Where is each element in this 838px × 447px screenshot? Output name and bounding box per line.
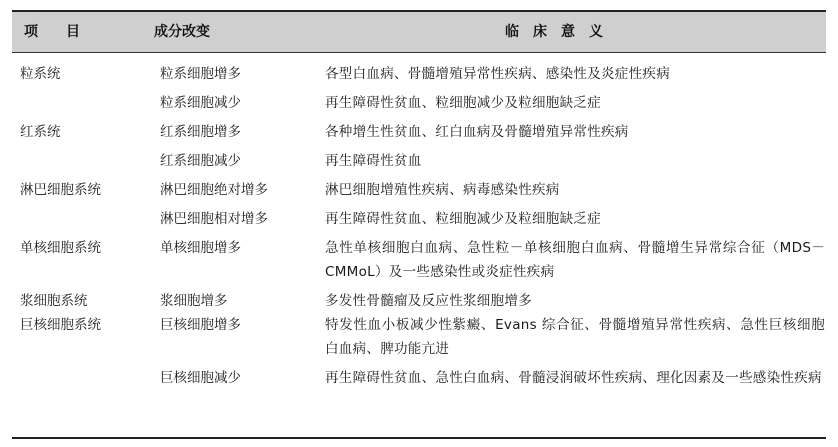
- table-header-rule: [12, 52, 826, 53]
- table-body: [0, 62, 838, 390]
- cell-change: 红系细胞增多: [160, 124, 241, 140]
- cell-change: 巨核细胞增多: [160, 317, 241, 333]
- cell-meaning: 淋巴细胞增殖性疾病、病毒感染性疾病: [325, 182, 560, 198]
- table-row: [0, 91, 838, 115]
- cell-meaning: 各种增生性贫血、红白血病及骨髓增殖异常性疾病: [325, 124, 629, 140]
- table-row: [0, 313, 838, 361]
- cell-change: 粒系细胞增多: [160, 66, 241, 82]
- cell-change: 浆细胞增多: [160, 293, 228, 309]
- cell-system: 浆细胞系统: [20, 293, 88, 309]
- table-row: [0, 149, 838, 173]
- cell-meaning: 再生障碍性贫血、粒细胞减少及粒细胞缺乏症: [325, 95, 601, 111]
- table-header-band: [12, 12, 826, 52]
- cell-system: 红系统: [20, 124, 61, 140]
- cell-meaning: 各型白血病、骨髓增殖异常性疾病、感染性及炎症性疾病: [325, 66, 670, 82]
- table-bottom-rule: [12, 437, 826, 439]
- cell-system: 淋巴细胞系统: [20, 182, 101, 198]
- cell-meaning: 再生障碍性贫血、急性白血病、骨髓浸润破坏性疾病、理化因素及一些感染性疾病: [325, 370, 822, 386]
- cell-meaning: 再生障碍性贫血: [325, 153, 422, 169]
- cell-change: 巨核细胞减少: [160, 370, 241, 386]
- table-row: [0, 366, 838, 390]
- table-row: [0, 289, 838, 313]
- cell-change: 红系细胞减少: [160, 153, 241, 169]
- header-clinical-meaning: 临 床 意 义: [505, 24, 603, 40]
- table-row: [0, 236, 838, 284]
- table-row: [0, 207, 838, 231]
- cell-change: 粒系细胞减少: [160, 95, 241, 111]
- cell-system: 巨核细胞系统: [20, 317, 101, 333]
- table-row: [0, 62, 838, 86]
- cell-change: 淋巴细胞绝对增多: [160, 182, 268, 198]
- table-row: [0, 178, 838, 202]
- header-item: 项 目: [24, 24, 80, 40]
- cell-system: 单核细胞系统: [20, 240, 101, 256]
- cell-meaning: 急性单核细胞白血病、急性粒－单核细胞白血病、骨髓增生异常综合征（MDS－CMMoL）及一些感染性或炎症性疾病: [325, 240, 825, 280]
- cell-meaning: 多发性骨髓瘤及反应性浆细胞增多: [325, 293, 532, 309]
- table-row: [0, 120, 838, 144]
- cell-meaning: 再生障碍性贫血、粒细胞减少及粒细胞缺乏症: [325, 211, 601, 227]
- cell-change: 单核细胞增多: [160, 240, 241, 256]
- cell-meaning: 特发性血小板减少性紫癜、Evans 综合征、骨髓增殖异常性疾病、急性巨核细胞白血病、脾功能亢进: [325, 317, 825, 357]
- cell-change: 淋巴细胞相对增多: [160, 211, 268, 227]
- header-change: 成分改变: [154, 24, 210, 40]
- cell-system: 粒系统: [20, 66, 61, 82]
